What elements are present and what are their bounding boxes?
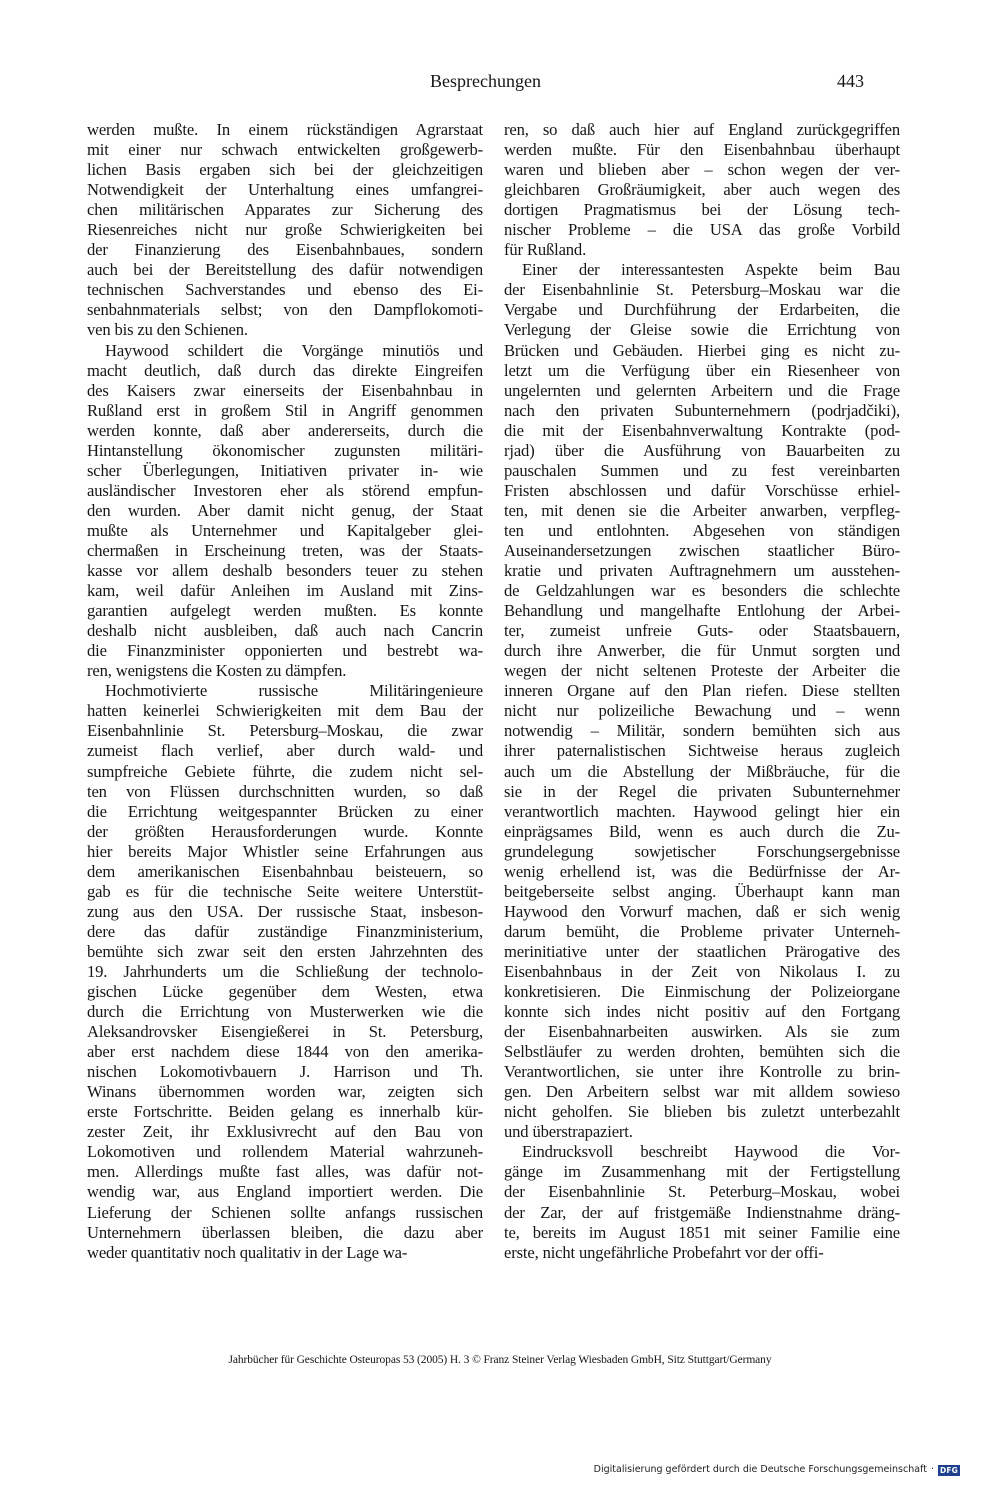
text-line: auch bei der Bereitstellung des dafür notwendigen [87,260,483,280]
text-line: ter, zumeist unfreie Guts- oder Staatsbauern, [504,621,900,641]
text-line: ten von Flüssen durchschnitten wurden, so daß [87,781,483,801]
text-line: 19. Jahrhunderts um die Schließung der technolo- [87,961,483,981]
text-line: sie in der Regel die privaten Subunternehmer [504,781,900,801]
text-line: beitgeberseite selbst anging. Überhaupt kann man [504,881,900,901]
text-line: Selbstläufer zu werden drohten, bemühten sich die [504,1042,900,1062]
text-line: wendig war, aus England importiert werden. Die [87,1182,483,1202]
running-head [0,68,1000,94]
text-line: durch die Errichtung von Musterwerken wie die [87,1002,483,1022]
text-line: senbahnmaterials selbst; von den Dampflokomoti- [87,300,483,320]
text-line: Verlegung der Gleise sowie die Errichtung von [504,320,900,340]
footer-citation: Jahrbücher für Geschichte Osteuropas 53 (2005) H. 3 © Franz Steiner Verlag Wiesbaden GmbH, Sitz Stuttgart/Germany [228,1354,772,1366]
text-line: gleichbaren Großräumigkeit, aber auch wegen des [504,180,900,200]
text-line: ten, mit denen sie die Arbeiter anwarben, verpfleg- [504,500,900,520]
text-line: ungelernten und gelernten Arbeitern und die Frage [504,380,900,400]
text-line: kam, weil dafür Anleihen im Ausland mit Zins- [87,581,483,601]
text-line: die Errichtung weitgespannter Brücken zu einer [87,801,483,821]
text-line: kratie und privaten Auftragnehmern um ausstehen- [504,561,900,581]
text-line: gischen Lücke gegenüber dem Westen, etwa [87,982,483,1002]
text-line: chermaßen in Erscheinung treten, was der Staats- [87,540,483,560]
text-line: ven bis zu den Schienen. [87,320,248,340]
text-line: Aleksandrovsker Eisengießerei in St. Petersburg, [87,1022,483,1042]
separator-dot: · [930,1464,934,1475]
text-line: wegen der nicht seltenen Proteste der Arbeiter die [504,661,900,681]
text-line: Brücken und Gebäuden. Hierbei ging es nicht zu- [504,340,900,360]
text-line: nischer Probleme – die USA das große Vorbild [504,220,900,240]
text-line: der Eisenbahnlinie St. Peterburg–Moskau, wobei [504,1182,900,1202]
text-line: ihrer paternalistischen Sichtweise heraus zugleich [504,741,900,761]
text-line: Einer der interessantesten Aspekte beim Bau [522,260,900,280]
text-line: der Zar, der auf fristgemäße Indienstnahme dräng- [504,1202,900,1222]
text-line: kasse vor allem deshalb besonders teuer zu stehen [87,561,483,581]
text-line: deshalb nicht ausbleiben, daß auch nach Cancrin [87,621,483,641]
text-line: Hochmotivierte russische Militäringenieure [105,681,483,701]
text-line: pauschalen Summen und zu fest vereinbarten [504,460,900,480]
text-line: konnte sich indes nicht positiv auf den Fortgang [504,1002,900,1022]
page-number: 443 [837,71,864,91]
text-line: Auseinandersetzungen zwischen staatlicher Büro- [504,540,900,560]
text-line: der Eisenbahnarbeiten auswirken. Als sie zum [504,1022,900,1042]
text-line: Vergabe und Durchführung der Erdarbeiten, die [504,300,900,320]
text-line: der größten Herausforderungen wurde. Konnte [87,821,483,841]
text-line: te, bereits im August 1851 mit seiner Familie eine [504,1222,900,1242]
text-line: nach den privaten Subunternehmern (podrjadčiki), [504,400,900,420]
dfg-logo-icon: DFG [939,1465,959,1475]
text-line: Verantwortlichen, sie unter ihre Kontrolle zu brin- [504,1062,900,1082]
text-line: ren, so daß auch hier auf England zurückgegriffen [504,120,900,139]
text-line: Lieferung der Schienen sollte anfangs russischen [87,1202,483,1222]
text-line: sumpfreiche Gebiete führte, die zudem nicht sel- [87,761,483,781]
text-line: zumeist flach verlief, aber durch wald- und [87,741,483,761]
text-line: nicht nur polizeiliche Bewachung und – wenn [504,701,900,721]
text-line: nischen Lokomotivbauern J. Harrison und Th. [87,1062,483,1082]
text-line: notwendig – Militär, sondern bemühten sich aus [504,721,900,741]
text-line: mit einer nur schwach entwickelten großgewerb- [87,140,483,160]
text-line: Riesenreiches nicht nur große Schwierigkeiten bei [87,220,483,240]
text-line: gänge im Zusammenhang mit der Fertigstellung [504,1162,900,1182]
text-line: durch ihre Anwerber, die für Unmut sorgten und [504,641,900,661]
text-line: dem amerikanischen Eisenbahnbau beisteuern, so [87,861,483,881]
text-line: ren, wenigstens die Kosten zu dämpfen. [87,661,347,681]
text-line: werden konnte, daß aber andererseits, durch die [87,420,483,440]
text-line: hatten keinerlei Schwierigkeiten mit dem Bau der [87,701,483,721]
text-line: erste Fortschritte. Beiden gelang es innerhalb kür- [87,1102,483,1122]
text-line: der Eisenbahnlinie St. Petersburg–Moskau war die [504,280,900,300]
text-line: Haywood schildert die Vorgänge minutiös und [105,340,483,360]
text-line: Eisenbahnbaus in der Zeit von Nikolaus I. zu [504,961,900,981]
text-line: erste, nicht ungefährliche Probefahrt vor der offi- [504,1242,824,1262]
text-line: Notwendigkeit der Unterhaltung eines umfangrei- [87,180,483,200]
text-line: aber erst nachdem diese 1844 von den amerika- [87,1042,483,1062]
text-line: lichen Basis ergaben sich bei der gleichzeitigen [87,160,483,180]
text-line: der Finanzierung des Eisenbahnbaues, sondern [87,240,483,260]
digitization-note [594,1463,960,1477]
text-line: scher Überlegungen, Initiativen privater in- wie [87,460,483,480]
text-line: und überstrapaziert. [504,1122,633,1142]
text-line: werden mußte. Für den Eisenbahnbau überhaupt [504,140,900,160]
text-line: für Rußland. [504,240,587,260]
text-line: auch um die Abstellung der Mißbräuche, für die [504,761,900,781]
text-line: die mit der Eisenbahnverwaltung Kontrakte (pod- [504,420,900,440]
text-line: wenig erhellend ist, was die Bedürfnisse der Ar- [504,861,900,881]
text-line: ten und entlohnten. Abgesehen von ständigen [504,520,900,540]
text-line: zester Zeit, ihr Exklusivrecht auf den Bau von [87,1122,483,1142]
text-line: gab es für die technische Seite weitere Unterstüt- [87,881,483,901]
text-line: merinitiative unter der staatlichen Prärogative des [504,941,900,961]
text-line: Winans übernommen worden war, zeigten sich [87,1082,483,1102]
text-line: waren und blieben aber – schon wegen der ver- [504,160,900,180]
text-line: Eisenbahnlinie St. Petersburg–Moskau, die zwar [87,721,483,741]
text-line: dortigen Pragmatismus bei der Lösung tech- [504,200,900,220]
text-line: des Kaisers zwar einerseits der Eisenbahnbau in [87,380,483,400]
text-line: letzt um die Verfügung über ein Riesenheer von [504,360,900,380]
text-line: technischen Sachverstandes und ebenso des Ei- [87,280,483,300]
digitization-note-text: Digitalisierung gefördert durch die Deutsche Forschungsgemeinschaft [593,1464,927,1475]
text-line: men. Allerdings mußte fast alles, was dafür not- [87,1162,483,1182]
text-line: ausländischer Investoren eher als störend empfun- [87,480,483,500]
text-line: einprägsames Bild, wenn es auch durch die Zu- [504,821,900,841]
text-line: Eindrucksvoll beschreibt Haywood die Vor- [522,1142,900,1162]
text-line: Fristen abschlossen und dafür Vorschüsse erhiel- [504,480,900,500]
text-line: mußte als Unternehmer und Kapitalgeber glei- [87,520,483,540]
text-line: hier bereits Major Whistler seine Erfahrungen aus [87,841,483,861]
text-line: verantwortlich machten. Haywood gelingt hier ein [504,801,900,821]
right-text-column [504,120,900,1263]
text-line: dere das dafür zuständige Finanzministerium, [87,921,483,941]
text-line: den wurden. Aber damit nicht genug, der Staat [87,500,483,520]
text-line: darum bemüht, die Probleme privater Unterneh- [504,921,900,941]
text-line: Rußland erst in großem Stil in Angriff genommen [87,400,483,420]
text-line: Behandlung und mangelhafte Entlohung der Arbei- [504,601,900,621]
text-line: zung aus den USA. Der russische Staat, insbeson- [87,901,483,921]
text-line: macht deutlich, daß durch das direkte Eingreifen [87,360,483,380]
running-title: Besprechungen [430,71,541,91]
text-line: Haywood den Vorwurf machen, daß er sich wenig [504,901,900,921]
text-line: inneren Organe auf den Plan riefen. Diese stellten [504,681,900,701]
text-line: die Finanzminister opponierten und bestrebt wa- [87,641,483,661]
text-line: chen militärischen Apparates zur Sicherung des [87,200,483,220]
text-line: grundelegung sowjetischer Forschungsergebnisse [504,841,900,861]
text-line: gen. Den Arbeitern selbst war mit alldem sowieso [504,1082,900,1102]
text-line: Unternehmern überlassen bleiben, die dazu aber [87,1222,483,1242]
text-line: rjad) über die Ausführung von Bauarbeiten zu [504,440,900,460]
text-line: konkretisieren. Die Einmischung der Polizeiorgane [504,982,900,1002]
text-line: nicht geholfen. Sie blieben bis zuletzt unterbezahlt [504,1102,900,1122]
text-line: weder quantitativ noch qualitativ in der Lage wa- [87,1242,408,1262]
text-line: garantien aufgelegt werden mußten. Es konnte [87,601,483,621]
text-line: bemühte sich zwar seit den ersten Jahrzehnten des [87,941,483,961]
text-line: de Geldzahlungen war es besonders die schlechte [504,581,900,601]
text-line: Hintanstellung ökonomischer zugunsten militäri- [87,440,483,460]
text-line: Lokomotiven und rollendem Material wahrzuneh- [87,1142,483,1162]
left-text-column [87,120,483,1263]
text-line: werden mußte. In einem rückständigen Agrarstaat [87,120,483,139]
